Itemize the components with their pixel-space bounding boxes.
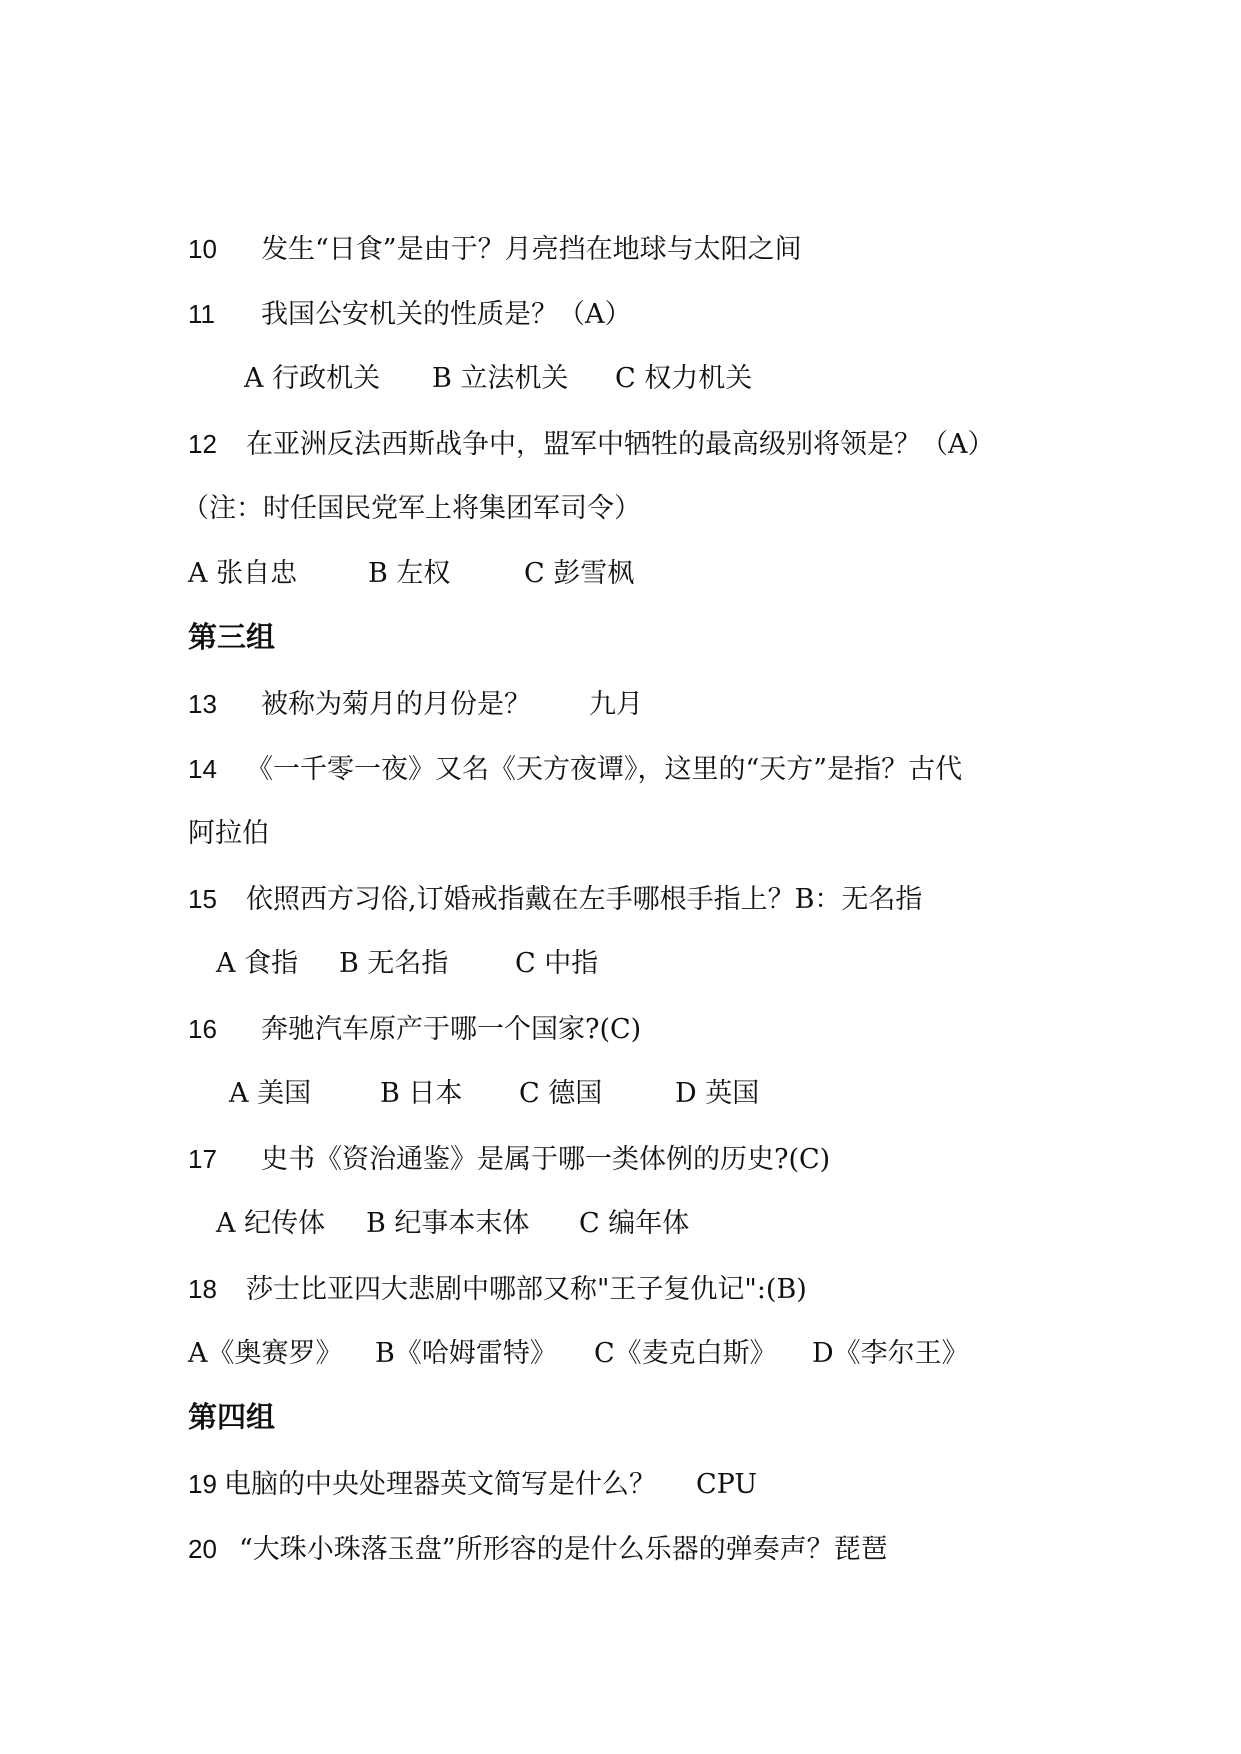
answer-text: 九月 bbox=[589, 689, 643, 720]
question-14 bbox=[188, 752, 962, 787]
option-a: A 食指 bbox=[216, 948, 299, 979]
question-text: 电脑的中央处理器英文简写是什么？ bbox=[224, 1469, 656, 1500]
question-11 bbox=[188, 297, 632, 332]
option-c: C《麦克白斯》 bbox=[594, 1338, 777, 1369]
question-18 bbox=[188, 1272, 807, 1307]
option-b: B 左权 bbox=[368, 558, 451, 589]
question-12 bbox=[188, 427, 995, 462]
option-c: C 编年体 bbox=[579, 1208, 690, 1239]
question-number: 19 bbox=[188, 1469, 217, 1499]
option-b: B《哈姆雷特》 bbox=[375, 1338, 557, 1369]
note-12 bbox=[182, 492, 641, 526]
question-number: 12 bbox=[188, 429, 217, 459]
options-15 bbox=[216, 947, 598, 981]
section-heading: 第四组 bbox=[188, 1400, 276, 1434]
options-18 bbox=[188, 1337, 969, 1371]
option-a: A 张自忠 bbox=[188, 558, 298, 589]
question-number: 14 bbox=[188, 754, 217, 784]
question-number: 17 bbox=[188, 1144, 217, 1174]
question-20 bbox=[188, 1532, 888, 1567]
question-text: 奔驰汽车原产于哪一个国家?(C) bbox=[261, 1014, 642, 1045]
question-text: 《一千零一夜》又名《天方夜谭》，这里的“天方”是指？古代 bbox=[246, 754, 963, 785]
option-a: A 美国 bbox=[229, 1078, 312, 1109]
option-a: A 纪传体 bbox=[216, 1208, 326, 1239]
option-c: C 中指 bbox=[515, 948, 599, 979]
section-heading: 第三组 bbox=[188, 620, 276, 654]
question-13 bbox=[188, 687, 643, 722]
option-b: B 无名指 bbox=[339, 948, 449, 979]
question-text: 被称为菊月的月份是？ bbox=[261, 689, 531, 720]
option-c: C 彭雪枫 bbox=[524, 558, 635, 589]
options-17 bbox=[216, 1207, 689, 1241]
question-text: 在亚洲反法西斯战争中，盟军中牺牲的最高级别将领是？（A） bbox=[246, 429, 995, 460]
question-text-continued: 阿拉伯 bbox=[188, 818, 269, 849]
option-b: B 立法机关 bbox=[432, 363, 569, 394]
question-number: 11 bbox=[188, 299, 215, 329]
question-note: （注：时任国民党军上将集团军司令） bbox=[182, 493, 641, 524]
question-number: 15 bbox=[188, 884, 217, 914]
option-c: C 德国 bbox=[519, 1078, 603, 1109]
question-number: 16 bbox=[188, 1014, 217, 1044]
question-number: 10 bbox=[188, 234, 217, 264]
option-d: D《李尔王》 bbox=[812, 1338, 969, 1369]
options-16 bbox=[229, 1077, 759, 1111]
question-text: 我国公安机关的性质是？（A） bbox=[261, 299, 632, 330]
question-text: 莎士比亚四大悲剧中哪部又称"王子复仇记":(B) bbox=[246, 1274, 807, 1305]
question-17 bbox=[188, 1142, 830, 1177]
question-14-continued bbox=[188, 817, 269, 851]
question-number: 13 bbox=[188, 689, 217, 719]
question-19 bbox=[188, 1467, 757, 1502]
question-10 bbox=[188, 232, 802, 267]
options-11 bbox=[244, 362, 752, 396]
question-text: 史书《资治通鉴》是属于哪一类体例的历史?(C) bbox=[261, 1144, 831, 1175]
question-16 bbox=[188, 1012, 641, 1047]
answer-text: CPU bbox=[696, 1469, 758, 1500]
option-b: B 纪事本末体 bbox=[366, 1208, 530, 1239]
question-text: 发生“日食”是由于？月亮挡在地球与太阳之间 bbox=[261, 234, 802, 265]
question-number: 20 bbox=[188, 1534, 217, 1564]
question-text: 依照西方习俗,订婚戒指戴在左手哪根手指上？B：无名指 bbox=[246, 884, 923, 915]
option-b: B 日本 bbox=[380, 1078, 463, 1109]
question-number: 18 bbox=[188, 1274, 217, 1304]
question-text: “大珠小珠落玉盘”所形容的是什么乐器的弹奏声？琵琶 bbox=[239, 1534, 888, 1565]
option-c: C 权力机关 bbox=[615, 363, 753, 394]
option-a: A《奥赛罗》 bbox=[188, 1338, 343, 1369]
options-12 bbox=[188, 557, 634, 591]
question-15 bbox=[188, 882, 922, 917]
option-d: D 英国 bbox=[675, 1078, 760, 1109]
option-a: A 行政机关 bbox=[244, 363, 381, 394]
